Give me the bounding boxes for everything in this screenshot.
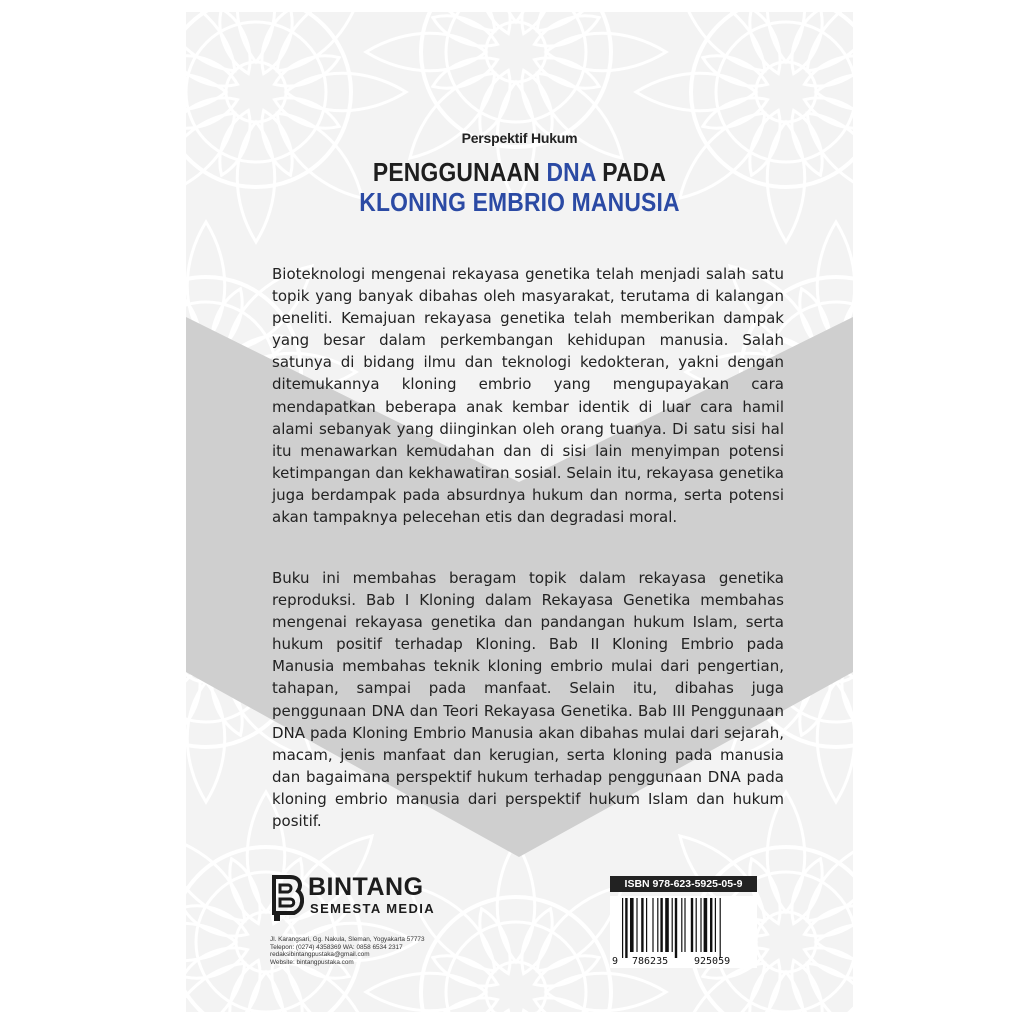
- barcode-bar: [657, 898, 658, 952]
- publisher-block: [270, 875, 480, 995]
- barcode-bar: [665, 898, 669, 952]
- barcode-bar: [641, 898, 643, 952]
- book-back-cover: [186, 12, 853, 1012]
- publisher-address: Jl. Karangsari, Gg. Nakula, Sleman, Yogyakarta 57773: [270, 936, 425, 943]
- book-subtitle: Perspektif Hukum: [461, 130, 578, 146]
- title-text-b: PADA: [595, 157, 667, 187]
- title-accent-dna: DNA: [546, 157, 596, 187]
- barcode-bar: [630, 898, 634, 952]
- barcode-bar: [710, 898, 712, 952]
- barcode-bar: [681, 898, 682, 952]
- isbn-label: ISBN 978-623-5925-05-9: [610, 876, 757, 892]
- barcode-bar: [625, 898, 627, 958]
- title-text-a: PENGGUNAAN: [372, 157, 547, 187]
- publisher-name: BINTANG: [308, 873, 424, 901]
- barcode-bar: [720, 898, 721, 958]
- publisher-phone: Telepon: (0274) 4358369 WA: 0858 6534 2317: [270, 943, 403, 951]
- barcode-bar: [672, 898, 673, 952]
- barcode-bar: [684, 898, 685, 952]
- barcode-bar: [646, 898, 647, 952]
- barcode-bar: [652, 898, 653, 952]
- publisher-website: Website: bintangpustaka.com: [270, 958, 354, 966]
- barcode-bar: [622, 898, 623, 958]
- publisher-email: redaksibintangpustaka@gmail.com: [270, 951, 370, 959]
- barcode-bar: [660, 898, 662, 952]
- barcode-bar: [696, 898, 697, 952]
- barcode-bar: [704, 898, 708, 952]
- barcode-digit-first: 9: [612, 956, 619, 967]
- book-title-line-2: KLONING EMBRIO MANUSIA: [359, 187, 680, 217]
- barcode-digits-group-1: 786235: [632, 956, 669, 967]
- barcode-bar: [691, 898, 693, 952]
- barcode-bar: [700, 898, 701, 952]
- barcode: [610, 896, 757, 968]
- publisher-contact: [270, 936, 425, 966]
- barcode-bar: [675, 898, 677, 958]
- synopsis-paragraph-1: Bioteknologi mengenai rekayasa genetika telah menjadi salah satu topik yang banyak dibahas oleh masyarakat, terutama di kalangan peneliti. Kemajuan rekayasa genetika telah memberikan dampak yang besar dalam perkembangan kehidupan manusia. Salah satunya di bidang ilmu dan teknologi kedokteran, yakni dengan ditemukannya kloning embrio yang mengupayakan cara mendapatkan beberapa anak kembar identik di luar cara hamil alami sebanyak yang diinginkan oleh orang tuanya. Di satu sisi hal itu menawarkan kemudahan dan di sisi lain menyimpan potensi ketimpangan dan kekhawatiran sosial. Selain itu, rekayasa genetika juga berdampak pada absurdnya hukum dan norma, serta potensi akan tampaknya pelecehan etis dan degradasi moral.: [272, 265, 784, 527]
- barcode-bar: [636, 898, 637, 952]
- bintang-b-logo-icon: [270, 875, 304, 923]
- barcode-digits-group-2: 925059: [694, 956, 731, 967]
- barcode-bars: [610, 896, 757, 958]
- synopsis-paragraph-2: Buku ini membahas beragam topik dalam rekayasa genetika reproduksi. Bab I Kloning dalam Rekayasa Genetika membahas mengenai rekayasa genetika dan pandangan hukum Islam, serta hukum positif terhadap Kloning. Bab II Kloning Embrio pada Manusia membahas teknik kloning embrio mulai dari pengertian, tahapan, sampai pada manfaat. Selain itu, dibahas juga penggunaan DNA dan Teori Rekayasa Genetika. Bab III Penggunaan DNA pada Kloning Embrio Manusia akan dibahas mulai dari sejarah, macam, jenis manfaat dan kerugian, serta kloning pada manusia dan bagaimana perspektif hukum terhadap penggunaan DNA pada kloning embrio manusia dari perspektif hukum Islam dan hukum positif.: [272, 569, 784, 831]
- book-title-line-1: [226, 157, 813, 188]
- publisher-subname: SEMESTA MEDIA: [310, 901, 436, 916]
- isbn-block: [610, 876, 757, 990]
- barcode-bar: [715, 898, 716, 952]
